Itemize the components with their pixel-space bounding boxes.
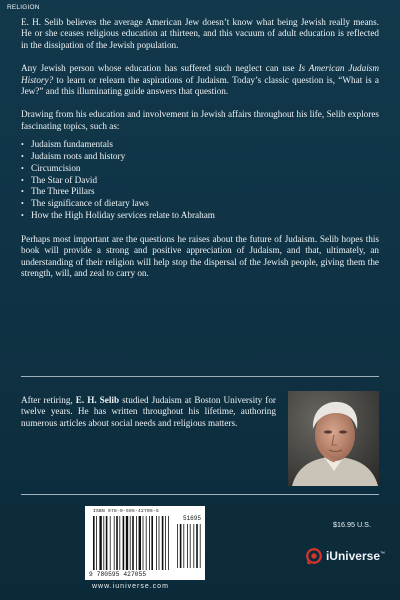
topic-text: Judaism roots and history bbox=[31, 151, 126, 162]
description-paragraph-1: E. H. Selib believes the average American Jew doesn’t know what being Jewish really means. He or she ceases religious education at thirteen, and this vacuum of adult education is reflected in the dissipation of the Jewish population. bbox=[21, 17, 379, 50]
author-name: E. H. Selib bbox=[75, 395, 120, 405]
price-code-text: 51695 bbox=[182, 515, 201, 522]
book-title: Is American Judaism History? bbox=[21, 63, 380, 85]
topic-item bbox=[21, 163, 379, 175]
paragraph-2-rest: to learn or relearn the aspirations of Judaism. Today’s classic question is, “What is a Jew?” and this illuminating guide answers that question. bbox=[21, 74, 379, 97]
isbn-barcode bbox=[85, 506, 205, 580]
topic-item bbox=[21, 139, 379, 151]
isbn-top-text: ISBN 978-0-595-42705-5 bbox=[93, 509, 160, 514]
topic-text: The significance of dietary laws bbox=[31, 198, 149, 209]
publisher-website: www.iuniverse.com bbox=[92, 583, 169, 590]
topic-item bbox=[21, 210, 379, 222]
topic-item bbox=[21, 151, 379, 163]
price-label: $16.95 U.S. bbox=[333, 520, 371, 529]
description-paragraph-4: Perhaps most important are the questions he raises about the future of Judaism. Selib hopes this book will provide a strong and positive appreciation of Judaism, and that, ultimately, an understanding of their religion will help stop the dispersal of the Jewish people, giving them the strength, will, and zeal to carry on. bbox=[21, 233, 379, 279]
barcode-icon bbox=[85, 506, 205, 580]
description-paragraph-2 bbox=[21, 63, 379, 97]
bullet-icon: • bbox=[21, 187, 24, 197]
section-divider bbox=[21, 494, 379, 495]
paragraph-2-intro: Any Jewish person whose education has suffered such neglect can use bbox=[21, 63, 299, 74]
description-paragraph-3: Drawing from his education and involvement in Jewish affairs throughout his life, Selib explores fascinating topics, such as: bbox=[21, 109, 379, 131]
topic-item bbox=[21, 175, 379, 187]
bullet-icon: • bbox=[21, 152, 24, 162]
trademark-symbol: ™ bbox=[380, 551, 385, 557]
author-portrait-image bbox=[288, 391, 379, 486]
section-divider bbox=[21, 376, 379, 377]
topic-list bbox=[21, 139, 379, 222]
author-photo bbox=[288, 391, 379, 486]
topic-text: How the High Holiday services relate to Abraham bbox=[31, 210, 215, 221]
topic-text: The Star of David bbox=[31, 174, 98, 185]
bullet-icon: • bbox=[21, 211, 24, 221]
author-bio-rest: studied Judaism at Boston University for twelve years. He has written throughout his lifetime, authoring numerous articles about social needs and religious matters. bbox=[21, 395, 276, 428]
topic-item bbox=[21, 186, 379, 198]
bullet-icon: • bbox=[21, 140, 24, 150]
iuniverse-logo-icon bbox=[305, 546, 323, 566]
publisher-logo bbox=[305, 545, 385, 567]
author-bio-intro: After retiring, bbox=[21, 395, 76, 405]
author-bio bbox=[21, 395, 276, 429]
topic-text: The Three Pillars bbox=[31, 186, 95, 197]
topic-text: Circumcision bbox=[31, 162, 81, 173]
publisher-name-text: iUniverse bbox=[325, 549, 380, 563]
bullet-icon: • bbox=[21, 175, 24, 185]
isbn-bottom-text: 9 780595 427055 bbox=[89, 571, 147, 578]
topic-text: Judaism fundamentals bbox=[31, 139, 113, 150]
bullet-icon: • bbox=[21, 163, 24, 173]
publisher-name bbox=[326, 549, 385, 563]
category-label: RELIGION bbox=[7, 4, 40, 11]
book-description bbox=[21, 17, 379, 279]
bullet-icon: • bbox=[21, 199, 24, 209]
topic-item bbox=[21, 198, 379, 210]
